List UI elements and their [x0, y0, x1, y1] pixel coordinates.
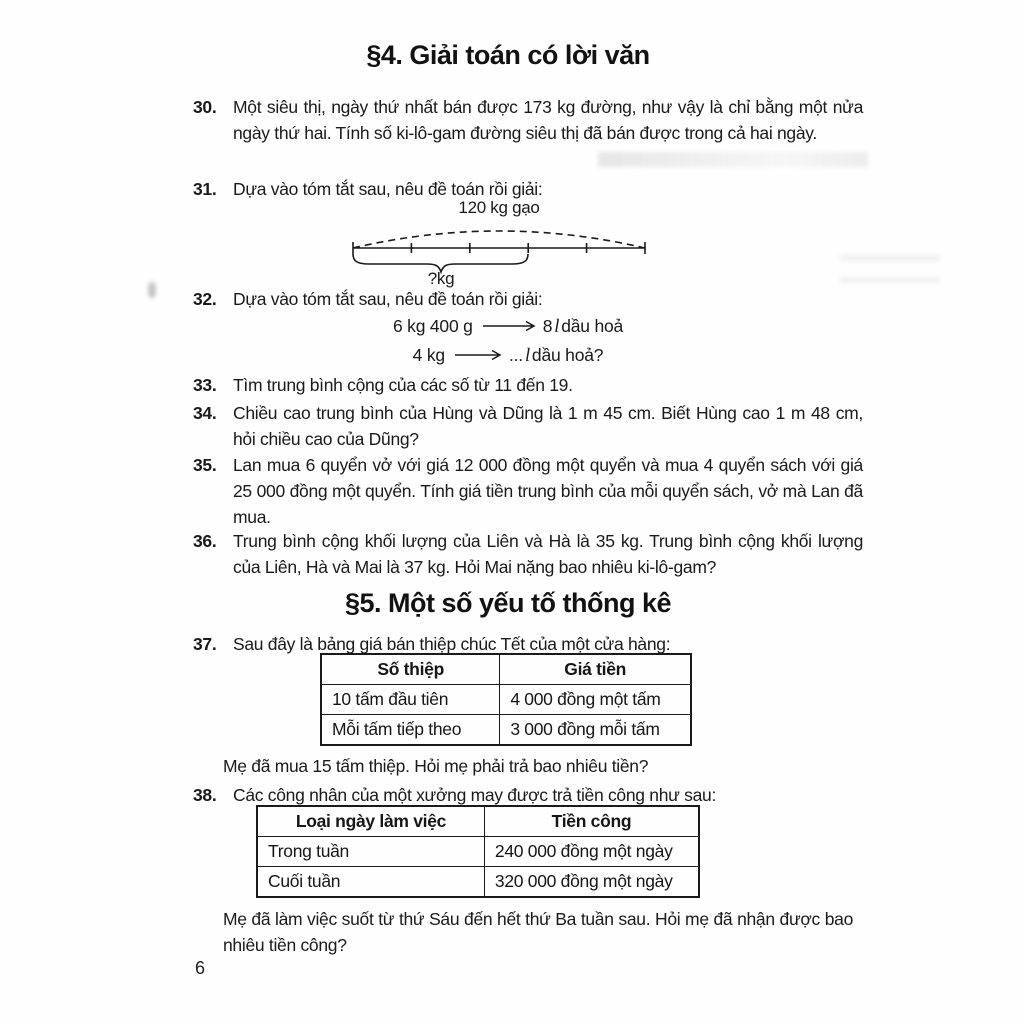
problem-number: 31.: [193, 179, 217, 199]
problem-number: 32.: [193, 289, 217, 309]
table-cell: Cuối tuần: [257, 867, 484, 898]
right-arrow-icon: [482, 320, 536, 332]
problem-36: [193, 528, 863, 580]
mapping-left: 6 kg 400 g: [392, 316, 473, 336]
liter-unit: l: [554, 317, 560, 337]
problem-number: 35.: [193, 455, 217, 475]
table-row: [257, 867, 699, 898]
problem-text: Một siêu thị, ngày thứ nhất bán được 173 kg đường, như vậy là chỉ bằng một nửa ngày thứ hai. Tính số ki-lô-gam đường siêu thị đã bán được trong cả hai ngày.: [233, 97, 863, 143]
problem-38-question: Mẹ đã làm việc suốt từ thứ Sáu đến hết thứ Ba tuần sau. Hỏi mẹ đã nhận được bao nhiêu tiền công?: [223, 909, 853, 955]
table-cell: 10 tấm đầu tiên: [321, 685, 500, 715]
problem-text: Tìm trung bình cộng của các số từ 11 đến 19.: [233, 375, 573, 395]
column-header: Giá tiền: [500, 654, 691, 685]
table-cell: 320 000 đồng một ngày: [484, 867, 699, 898]
table-cell: Trong tuần: [257, 837, 484, 867]
column-header: Tiền công: [484, 806, 699, 837]
table-cell: 3 000 đồng mỗi tấm: [500, 715, 691, 746]
problem-text: Lan mua 6 quyển vở với giá 12 000 đồng một quyển và mua 4 quyển sách với giá 25 000 đồng một quyển. Tính giá tiền trung bình của mỗi quyển sách, vở mà Lan đã mua.: [233, 455, 863, 527]
diagram-total-label: 120 kg gạo: [458, 198, 540, 217]
mapping-value: 8: [542, 316, 553, 336]
problem-text: Dựa vào tóm tắt sau, nêu đề toán rồi giải:: [233, 179, 543, 199]
problem-text: Trung bình cộng khối lượng của Liên và Hà là 35 kg. Trung bình cộng khối lượng của Liên, Hà và Mai là 37 kg. Hỏi Mai nặng bao nhiêu ki-lô-gam?: [233, 531, 863, 577]
right-arrow-icon: [454, 349, 502, 361]
problem-text: Chiều cao trung bình của Hùng và Dũng là 1 m 45 cm. Biết Hùng cao 1 m 48 cm, hỏi chiều cao của Dũng?: [233, 403, 863, 449]
column-header: Loại ngày làm việc: [257, 806, 484, 837]
table-row: [321, 715, 691, 746]
mapping-value: ...: [508, 345, 523, 365]
section5-title: §5. Một số yếu tố thống kê: [344, 588, 672, 618]
mapping-line-2: [193, 342, 823, 369]
worker-wage-table: [256, 805, 700, 898]
table-cell: Mỗi tấm tiếp theo: [321, 715, 500, 746]
problem-number: 38.: [193, 785, 217, 805]
price-table-wrap: [320, 653, 692, 746]
problem-text: Sau đây là bảng giá bán thiệp chúc Tết của một cửa hàng:: [233, 634, 671, 654]
section4-title: §4. Giải toán có lời văn: [366, 40, 650, 70]
scan-artifact: [148, 282, 156, 298]
problem-text: Dựa vào tóm tắt sau, nêu đề toán rồi giải:: [233, 289, 543, 309]
problem-33: [193, 372, 863, 398]
table-cell: 4 000 đồng một tấm: [500, 685, 691, 715]
table-cell: 240 000 đồng một ngày: [484, 837, 699, 867]
greeting-card-price-table: [320, 653, 692, 746]
liter-unit: l: [524, 346, 530, 366]
table-header-row: [257, 806, 699, 837]
problem-35: [193, 452, 863, 530]
scan-artifact: [598, 152, 868, 167]
problem-32: [193, 286, 863, 312]
diagram-part-label: ?kg: [427, 269, 455, 288]
table-row: [321, 685, 691, 715]
page-number: 6: [195, 958, 206, 978]
wage-table-wrap: [256, 805, 700, 898]
bar-diagram: [345, 198, 685, 286]
problem-number: 33.: [193, 375, 217, 395]
mapping-line-1: [193, 313, 823, 340]
mapping-rest: dầu hoả?: [531, 345, 604, 365]
problem-text: Các công nhân của một xưởng may được trả tiền công như sau:: [233, 785, 717, 805]
problem-number: 34.: [193, 403, 217, 423]
problem-number: 30.: [193, 97, 217, 117]
problem-30: [193, 94, 863, 146]
table-row: [257, 837, 699, 867]
table-header-row: [321, 654, 691, 685]
mapping-rest: dầu hoả: [561, 316, 624, 336]
problem-number: 36.: [193, 531, 217, 551]
dashed-arc: [353, 231, 645, 248]
problem-37-question: Mẹ đã mua 15 tấm thiệp. Hỏi mẹ phải trả bao nhiêu tiền?: [223, 756, 649, 776]
problem-number: 37.: [193, 634, 217, 654]
segment-line: [353, 242, 645, 254]
problem-34: [193, 400, 863, 452]
problem-31-diagram: [193, 198, 823, 286]
column-header: Số thiệp: [321, 654, 500, 685]
mapping-left: 4 kg: [412, 345, 445, 365]
